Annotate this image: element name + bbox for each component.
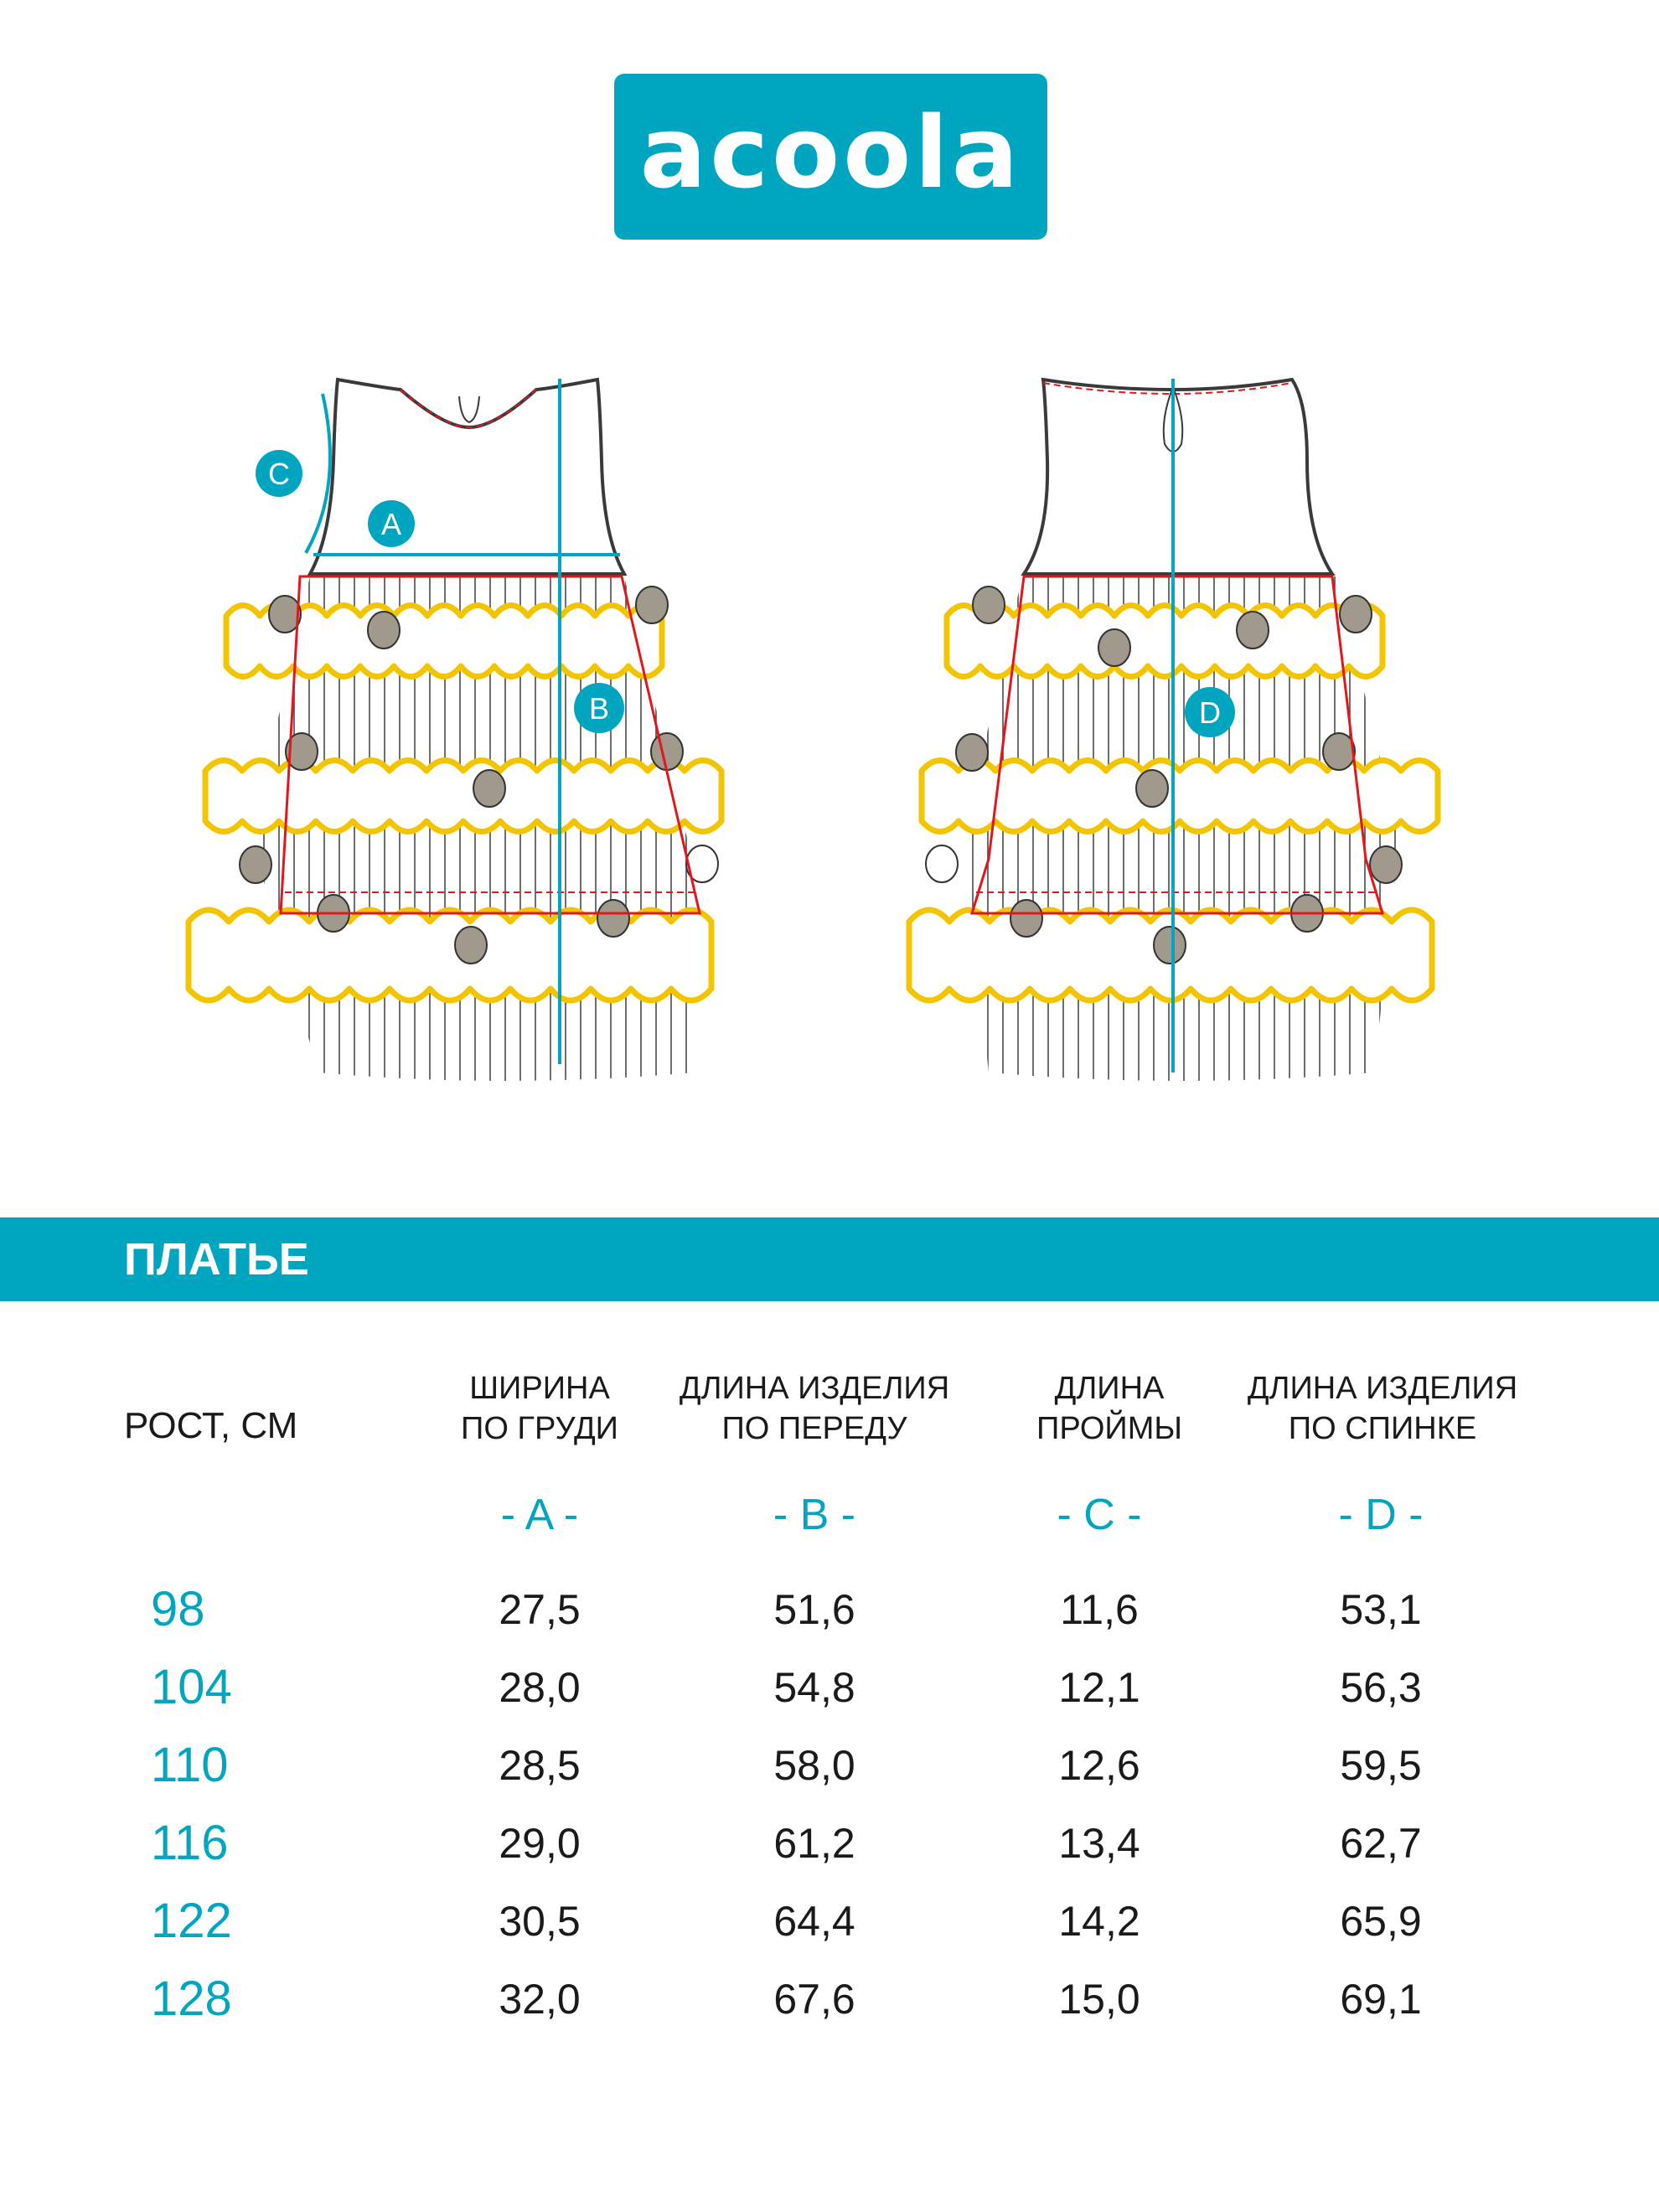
front-bodice xyxy=(310,380,624,574)
brand-logo xyxy=(614,74,1047,240)
column-code-c: - C - xyxy=(1057,1491,1142,1539)
product-title: ПЛАТЬЕ xyxy=(124,1234,309,1284)
value-a: 28,5 xyxy=(499,1742,581,1789)
value-d: 59,5 xyxy=(1340,1742,1422,1789)
value-b: 64,4 xyxy=(773,1898,855,1945)
svg-text:C: C xyxy=(268,457,290,491)
svg-text:B: B xyxy=(588,691,610,726)
height-value: 110 xyxy=(151,1738,229,1792)
table-row xyxy=(0,1584,1659,1635)
column-header-c: ДЛИНА ПРОЙМЫ xyxy=(1036,1371,1182,1446)
value-b: 67,6 xyxy=(773,1976,855,2023)
value-c: 11,6 xyxy=(1060,1586,1139,1633)
value-d: 69,1 xyxy=(1340,1976,1422,2023)
value-d: 65,9 xyxy=(1340,1898,1422,1945)
dress-front-view xyxy=(189,379,721,1081)
value-d: 56,3 xyxy=(1340,1664,1422,1711)
height-value: 98 xyxy=(151,1582,205,1636)
value-a: 29,0 xyxy=(499,1820,581,1867)
height-value: 116 xyxy=(151,1816,229,1870)
value-a: 32,0 xyxy=(499,1976,581,2023)
value-a: 28,0 xyxy=(499,1664,581,1711)
back-bodice xyxy=(1024,380,1332,574)
height-column-header: РОСТ, СМ xyxy=(124,1405,298,1446)
column-code-d: - D - xyxy=(1338,1491,1424,1539)
value-c: 15,0 xyxy=(1058,1976,1140,2023)
back-white-dot xyxy=(926,845,958,882)
table-row xyxy=(0,1740,1659,1791)
height-value: 128 xyxy=(151,1972,232,2026)
svg-text:D: D xyxy=(1199,695,1221,730)
table-row xyxy=(0,1818,1659,1868)
value-d: 53,1 xyxy=(1340,1586,1422,1633)
column-header-d: ДЛИНА ИЗДЕЛИЯ ПО СПИНКЕ xyxy=(1247,1371,1518,1446)
dress-back-view xyxy=(909,379,1438,1081)
value-b: 54,8 xyxy=(773,1664,855,1711)
value-c: 14,2 xyxy=(1058,1898,1140,1945)
height-value: 122 xyxy=(151,1894,232,1948)
badge-b xyxy=(574,683,624,733)
column-header-b: ДЛИНА ИЗДЕЛИЯ ПО ПЕРЕДУ xyxy=(679,1371,950,1446)
value-a: 27,5 xyxy=(499,1586,581,1633)
value-b: 58,0 xyxy=(773,1742,855,1789)
value-a: 30,5 xyxy=(499,1898,581,1945)
height-value: 104 xyxy=(151,1660,232,1714)
value-c: 12,1 xyxy=(1058,1664,1140,1711)
svg-text:A: A xyxy=(380,507,402,541)
table-row xyxy=(0,1974,1659,2024)
badge-d xyxy=(1185,687,1235,737)
value-c: 12,6 xyxy=(1058,1742,1140,1789)
value-d: 62,7 xyxy=(1340,1820,1422,1867)
table-row xyxy=(0,1662,1659,1713)
table-row xyxy=(0,1896,1659,1946)
value-b: 61,2 xyxy=(773,1820,855,1867)
badge-c xyxy=(256,450,302,497)
column-header-a: ШИРИНА ПО ГРУДИ xyxy=(461,1371,618,1446)
dress-technical-drawing xyxy=(0,335,1659,1131)
badge-a xyxy=(368,500,415,547)
product-title-banner xyxy=(0,1217,1659,1301)
brand-logo-text: acoola xyxy=(639,95,1022,210)
value-b: 51,6 xyxy=(773,1586,855,1633)
value-c: 13,4 xyxy=(1058,1820,1140,1867)
column-code-a: - A - xyxy=(500,1491,579,1539)
column-code-b: - B - xyxy=(773,1491,856,1539)
